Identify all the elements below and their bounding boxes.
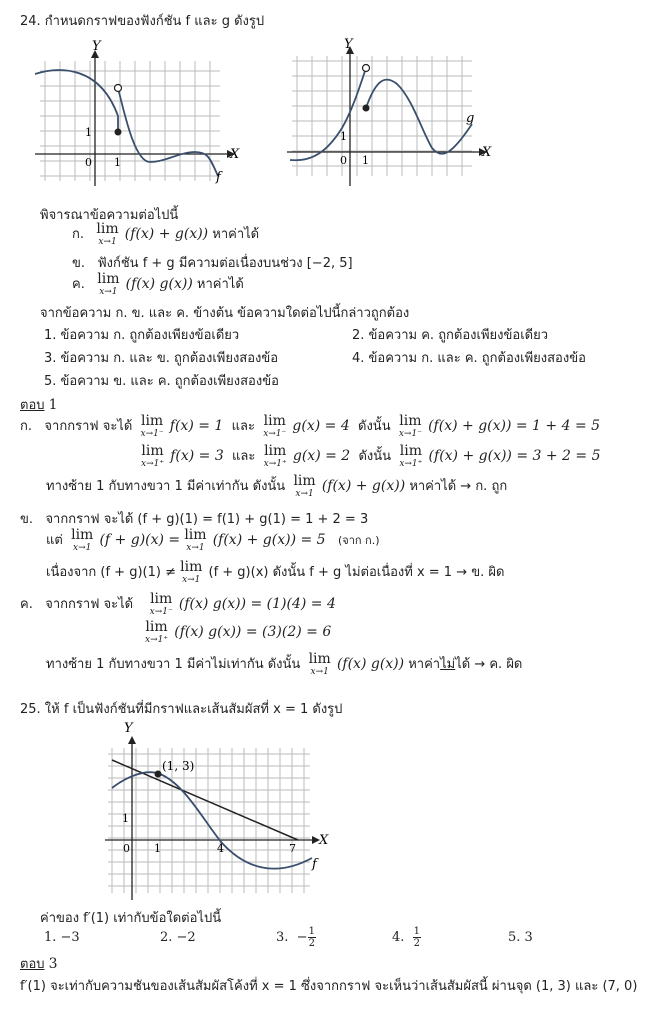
q24-choice-1: 1. ข้อความ ก. ถูกต้องเพียงข้อเดียว (44, 328, 240, 343)
sol-c-line3-post1: หาค่า (408, 657, 441, 672)
q25-y-label: Y (124, 721, 133, 736)
graph-g-curve-left (290, 68, 366, 160)
graph-f-tick-0: 0 (85, 156, 92, 169)
sol-a-label: ก. (20, 419, 33, 434)
q25-heading: 25. ให้ f เป็นฟังก์ชันที่มีกราฟและเส้นสัมผัสที่ x = 1 ดังรูป (20, 702, 343, 717)
sol-a-so: ดังนั้น (358, 449, 392, 464)
sol-a-line1-g: g(x) = 4 (292, 418, 350, 434)
sol-b-line1 (20, 508, 368, 529)
stmt-c-text: หาค่าได้ (196, 277, 244, 292)
sol-b-line3-pre: เนื่องจาก (f + g)(1) ≠ (46, 565, 176, 580)
lim-sub: x→1⁺ (263, 459, 287, 469)
lim-word: lim (184, 527, 207, 543)
graph-g-closed-point (363, 105, 370, 112)
q25-choice-3 (276, 926, 316, 949)
q25-choice-4-num: 1 (413, 926, 421, 937)
stmt-b-label: ข. (72, 256, 86, 271)
lim-sub: x→1⁻ (263, 429, 287, 439)
sol-a-line3-expr: (f(x) + g(x)) (321, 478, 406, 494)
sol-b-line3 (46, 560, 504, 585)
graph-f-y-label: Y (92, 39, 101, 54)
sol-b-line1-text: จากกราฟ จะได้ (f + g)(1) = f(1) + g(1) = 1 + 2 = 3 (45, 512, 369, 527)
lim-sub: x→1⁻ (140, 429, 164, 439)
q25-choice-3-number: 3. (276, 930, 289, 945)
graph-g-x-label: X (482, 145, 492, 160)
graph-f-tick-1y: 1 (85, 126, 92, 139)
q25-question: ค่าของ f′(1) เท่ากับข้อใดต่อไปนี้ (40, 911, 222, 926)
graph-f-grid (40, 61, 220, 181)
q25-choice-3-num: 1 (308, 926, 315, 937)
sol-b-line3-b: (f + g)(x) ดังนั้น f + g ไม่ต่อเนื่องที่ x = 1 → ข. ผิด (208, 565, 505, 580)
q24-choice-4: 4. ข้อความ ก. และ ค. ถูกต้องเพียงสองข้อ (352, 351, 586, 366)
graph-f-closed-point (115, 129, 122, 136)
q25-x-label: X (319, 833, 329, 848)
q25-choice-4-den: 2 (413, 938, 421, 949)
lim-sub: x→1⁺ (141, 459, 165, 469)
graph-g (282, 36, 497, 196)
sol-a-line3 (46, 474, 507, 499)
lim-word: lim (96, 221, 119, 237)
q25-graph (100, 718, 340, 908)
q24-answer-label: ตอบ (20, 398, 45, 413)
sol-a-and: และ (232, 449, 256, 464)
sol-c-label: ค. (20, 597, 33, 612)
q24-heading: 24. กำหนดกราฟของฟังก์ชัน f และ g ดังรูป (20, 14, 265, 29)
q24-stmt-b (72, 252, 353, 273)
sol-c-line1-pre: จากกราฟ จะได้ (45, 597, 134, 612)
sol-a-line3-pre: ทางซ้าย 1 กับทางขวา 1 มีค่าเท่ากัน ดังนั้น (46, 479, 286, 494)
lim-word: lim (180, 559, 203, 575)
lim-word: lim (97, 271, 120, 287)
q25-answer-label: ตอบ (20, 957, 45, 972)
graph-g-tick-1y: 1 (340, 130, 347, 143)
graph-g-tick-0: 0 (340, 154, 347, 167)
q24-consider: พิจารณาข้อความต่อไปนี้ (40, 208, 179, 223)
sol-b-line2-pre: แต่ (46, 533, 63, 548)
q25-point-label: (1, 3) (162, 759, 195, 773)
sol-c-line3-expr: (f(x) g(x)) (336, 656, 405, 672)
q25-choice-5: 5. 3 (508, 930, 533, 945)
sol-a-line1 (20, 414, 600, 439)
q25-choice-4 (392, 926, 421, 949)
sol-c-line3-post2: ได้ → ค. ผิด (455, 657, 523, 672)
graph-g-fn-label: g (466, 111, 475, 126)
sol-c-line3 (46, 652, 522, 677)
sol-c-line2-expr: (f(x) g(x)) = (3)(2) = 6 (174, 624, 332, 640)
graph-g-y-label: Y (344, 37, 353, 52)
graph-g-tick-1x: 1 (362, 154, 369, 167)
stmt-a-text: หาค่าได้ (212, 227, 260, 242)
q24-stmt-a (72, 222, 259, 247)
sol-a-line2-res: (f(x) + g(x)) = 3 + 2 = 5 (428, 448, 601, 464)
stmt-b-text: ฟังก์ชัน f + g มีความต่อเนื่องบนช่วง [−2, 5] (97, 256, 353, 271)
q24-answer-value: 1 (48, 397, 58, 413)
sol-a-and: และ (231, 419, 255, 434)
sol-a-line1-pre: จากกราฟ จะได้ (44, 419, 133, 434)
q24-answer (20, 394, 58, 415)
q24-question: จากข้อความ ก. ข. และ ค. ข้างต้น ข้อความใดต่อไปนี้กล่าวถูกต้อง (40, 306, 410, 321)
sol-a-line2-g: g(x) = 2 (292, 448, 351, 464)
lim-sub: x→1 (186, 543, 205, 553)
q25-choice-2: 2. −2 (160, 930, 196, 945)
q24-choice-3: 3. ข้อความ ก. และ ข. ถูกต้องเพียงสองข้อ (44, 351, 279, 366)
sol-a-line1-res: (f(x) + g(x)) = 1 + 4 = 5 (428, 418, 601, 434)
sol-a-line2 (141, 444, 601, 469)
lim-sub: x→1 (310, 667, 329, 677)
sol-c-line1-expr: (f(x) g(x)) = (1)(4) = 4 (178, 596, 336, 612)
lim-sub: x→1 (182, 575, 201, 585)
q24-choice-5: 5. ข้อความ ข. และ ค. ถูกต้องเพียงสองข้อ (44, 374, 279, 389)
q25-answer-value: 3 (48, 956, 58, 972)
lim-word: lim (141, 443, 164, 459)
graph-g-grid (292, 56, 475, 176)
sol-a-line1-f: f(x) = 1 (169, 418, 224, 434)
lim-word: lim (264, 443, 287, 459)
sol-c-line2 (145, 620, 331, 645)
lim-word: lim (293, 473, 316, 489)
q25-explanation: f′(1) จะเท่ากับความชันของเส้นสัมผัสโค้งที่ x = 1 ซึ่งจากกราฟ จะเห็นว่าเส้นสัมผัสนี้ ผ่านจุด (1, 3) และ (7, 0) (20, 979, 638, 994)
q25-tangent-line (112, 760, 298, 840)
sol-c-line1 (20, 592, 336, 617)
lim-sub: x→1 (73, 543, 92, 553)
q25-choice-3-den: 2 (308, 938, 315, 949)
sol-b-line2-b: (f(x) + g(x)) = 5 (212, 532, 326, 548)
lim-sub: x→1⁻ (398, 429, 422, 439)
sol-c-line3-ul: ไม่ (440, 657, 456, 672)
sol-b-line2 (46, 528, 380, 553)
lim-sub: x→1 (98, 237, 117, 247)
lim-word: lim (263, 413, 286, 429)
sol-a-line3-post: หาค่าได้ → ก. ถูก (409, 479, 508, 494)
sol-b-line2-a: (f + g)(x) = (99, 532, 181, 548)
graph-f-fn-label: f (216, 170, 221, 185)
graph-f-open-point (115, 85, 122, 92)
q25-tangent-point (155, 771, 162, 778)
stmt-c-expr: (f(x) g(x)) (125, 276, 193, 292)
sol-a-line2-f: f(x) = 3 (170, 448, 224, 464)
q25-tick-4: 4 (217, 842, 224, 855)
q25-tick-7: 7 (289, 842, 296, 855)
lim-sub: x→1⁺ (399, 459, 423, 469)
graph-f-tick-1x: 1 (114, 156, 121, 169)
graph-g-open-point (363, 65, 370, 72)
q24-choice-2: 2. ข้อความ ค. ถูกต้องเพียงข้อเดียว (352, 328, 549, 343)
q25-graph-grid (108, 748, 310, 893)
lim-word: lim (150, 591, 173, 607)
lim-sub: x→1 (99, 287, 118, 297)
lim-sub: x→1 (295, 489, 314, 499)
q25-curve-f (112, 772, 312, 868)
q25-choice-3-sign: − (296, 930, 308, 945)
q25-answer (20, 953, 58, 974)
q25-choice-4-number: 4. (392, 930, 405, 945)
sol-a-so: ดังนั้น (358, 419, 391, 434)
lim-word: lim (399, 443, 422, 459)
q25-tick-1x: 1 (154, 842, 161, 855)
q25-choice-1: 1. −3 (44, 930, 80, 945)
q25-fn-label: f (312, 857, 317, 872)
lim-word: lim (71, 527, 94, 543)
lim-sub: x→1⁻ (149, 607, 173, 617)
stmt-a-label: ก. (72, 227, 85, 242)
lim-sub: x→1⁺ (145, 635, 169, 645)
graph-f (30, 36, 245, 196)
stmt-c-label: ค. (72, 277, 85, 292)
sol-c-line3-pre: ทางซ้าย 1 กับทางขวา 1 มีค่าไม่เท่ากัน ดังนั้น (46, 657, 301, 672)
lim-word: lim (145, 619, 168, 635)
q24-stmt-c (72, 272, 244, 297)
stmt-a-expr: (f(x) + g(x)) (124, 226, 209, 242)
lim-word: lim (308, 651, 331, 667)
graph-f-x-label: X (230, 147, 240, 162)
sol-b-line2-note: (จาก ก.) (337, 534, 380, 547)
lim-word: lim (399, 413, 422, 429)
sol-b-label: ข. (20, 512, 34, 527)
lim-word: lim (140, 413, 164, 429)
q25-tick-1y: 1 (122, 812, 129, 825)
q25-tick-0: 0 (123, 842, 130, 855)
